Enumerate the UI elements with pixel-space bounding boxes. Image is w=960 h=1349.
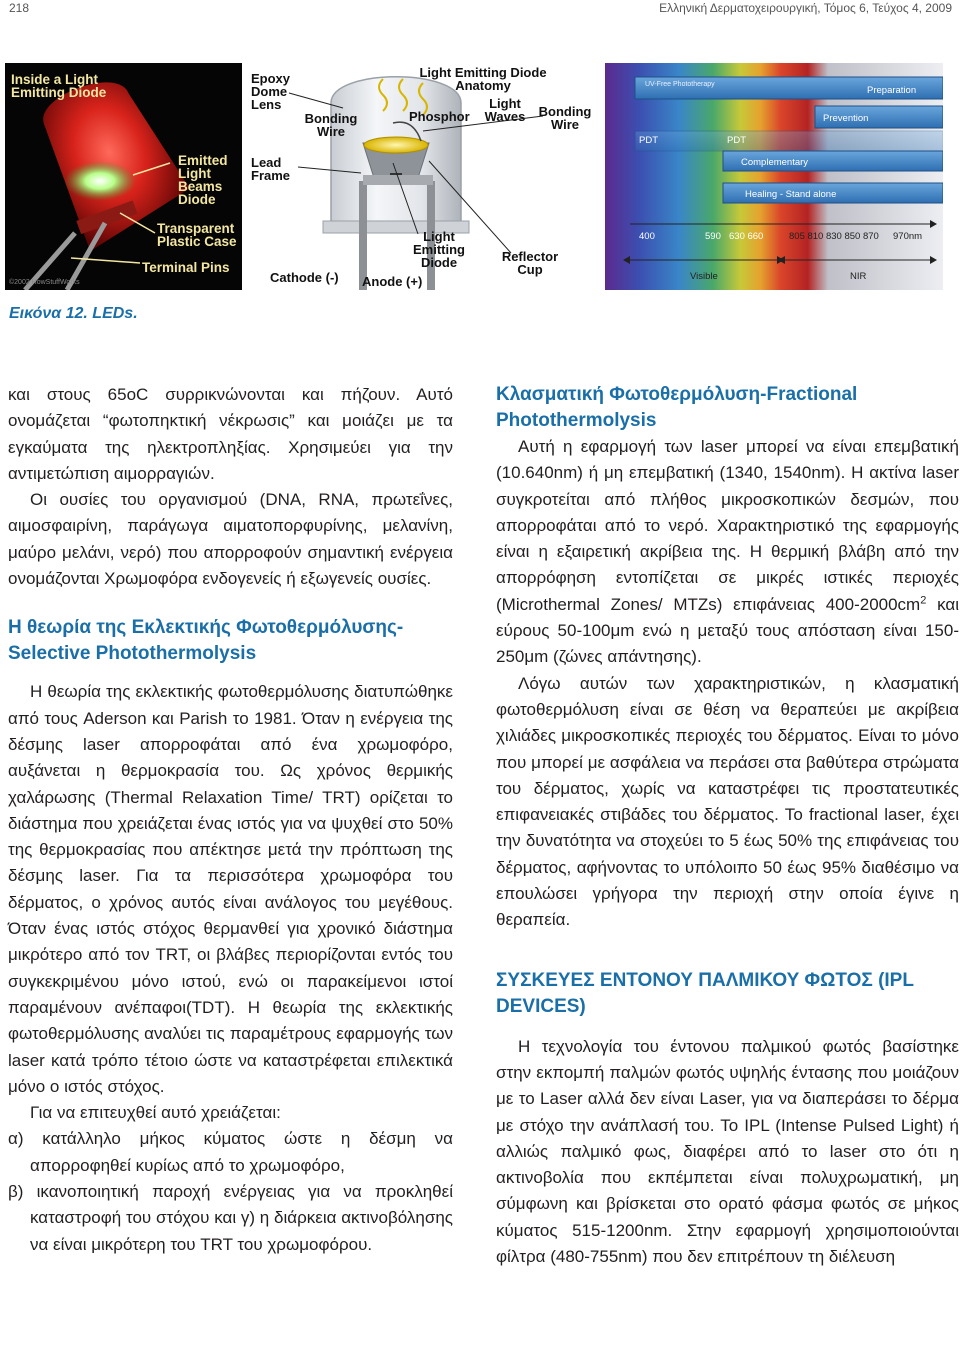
panel3-healing-label: Healing - Stand alone: [745, 189, 837, 200]
figure-panel-led-photo: [5, 63, 242, 290]
panel2-anode-label: Anode (+): [362, 274, 423, 289]
panel1-transparent-label: Transparent Plastic Case: [157, 221, 237, 249]
figure-caption: Εικόνα 12. LEDs.: [9, 305, 138, 322]
panel1-terminal-label: Terminal Pins: [142, 260, 230, 275]
left-paragraph-1: και στους 65οC συρρικνώνονται και πήζουν. Αυτό ονομάζεται “φωτοπηκτική νέκρωσις” και μοιάζει με τα εγκαύματα της ηλεκτροπληξίας. Χρησιμεύει για την αντιμετώπιση αιμορραγιών.: [8, 385, 453, 483]
left-column: [8, 382, 453, 1258]
panel2-bonding-wire-right: Bonding Wire: [538, 104, 592, 132]
panel2-anatomy-title: Light Emitting Diode Anatomy: [419, 65, 547, 93]
right-paragraph-3: Η τεχνολογία του έντονου παλμικού φωτός βασίστηκε στην εκπομπή παλμών φωτός υψηλής έντασης που μοιάζουν με το Laser αλλά δεν είναι Laser, για να διαπεράσει το δέρμα με στόχο την ανάπλασή του. Το IPL (Intense Pulsed Light) ή αλλιώς παλμικό φως, διαφέρει από το laser στο ότι η ακτινοβολία που εκπέμπεται είναι πολυχρωματική, μη σύμφωνη και βρίσκεται στο ορατό φάσμα φωτός σε μήκος κύματος 515-1200nm. Στην εφαρμογή χρησιμοποιούνται φίλτρα (480-755nm) που δεν επιτρέπουν τη διέλευση: [496, 1036, 959, 1267]
figure-panel-spectrum: [605, 63, 943, 290]
page-number: 218: [9, 1, 30, 15]
list-item: α) κατάλληλο μήκος κύματος ώστε η δέσμη να απορροφηθεί κυρίως από το χρωμοφόρο,: [8, 1129, 453, 1175]
right-column: [496, 382, 959, 1270]
panel3-nir-label: NIR: [850, 271, 867, 282]
panel2-lead-frame-label: Lead Frame: [251, 155, 291, 183]
panel3-prevention-label: Prevention: [823, 113, 869, 124]
right-paragraph-2: Λόγω αυτών των χαρακτηριστικών, η κλασματική φωτοθερμόλυση είναι σε θέση να θεραπεύει με ακρίβεια χιλιάδες μικροσκοπικές περιοχές του δέρματος. Είναι το μόνο που μπορεί με ασφάλεια να περάσει στα βαθύτερα στρώματα του δέρματος, χωρίς να καταστρέφει τις προστατευτικές επιφανειακές στιβάδες του δέρματος. Το fractional laser, έχει την δυνατότητα να στοχεύει το 5 έως 50% της επιφάνειας του δέρματος, αφήνοντας το υπόλοιπο 50 έως 95% διαθέσιμο να επουλώσει γρήγορα την περιοχή στην οποία έγινε η θεραπεία.: [496, 673, 959, 930]
list-item: β) ικανοποιητική παροχή ενέργειας για να προκληθεί καταστροφή του στόχου και γ) η διάρκεια ακτινοβόλησης να είναι μικρότερη του TRT του χρωμοφόρου.: [8, 1182, 453, 1254]
running-header: [0, 0, 960, 18]
right-paragraph-1: [496, 434, 959, 671]
panel1-title: Inside a Light Emitting Diode: [11, 72, 107, 100]
panel2-led-label: Light Emitting Diode: [413, 229, 465, 270]
section-heading-fractional-photothermolysis: Κλασματική Φωτοθερμόλυση-Fractional Photothermolysis: [496, 384, 858, 431]
right-paragraph-1-text-cont: και εύρους 50-100μm ενώ η μεταξύ τους απόσταση είναι 150-250μm (ζώνες απάντησης).: [496, 594, 959, 667]
section-heading-selective-photothermolysis: Η θεωρία της Εκλεκτικής Φωτοθερμόλυσης-Selective Photothermolysis: [8, 617, 404, 665]
panel2-bonding-wire-left: Bonding Wire: [304, 111, 358, 139]
panel2-reflector-label: Reflector Cup: [501, 249, 559, 277]
spectrum-tick-label: 630 660: [729, 231, 764, 242]
figure-panel-led-anatomy: [243, 63, 600, 290]
panel2-light-waves-label: Light Waves: [484, 96, 526, 124]
panel2-phosphor-label: Phosphor: [409, 109, 470, 124]
spectrum-tick-label: 970nm: [893, 231, 923, 242]
left-paragraph-4: Για να επιτευχθεί αυτό χρειάζεται:: [30, 1103, 281, 1123]
left-paragraph-2: Οι ουσίες του οργανισμού (DNA, RNA, πρωτεΐνες, αιμοσφαιρίνη, παράγωγα αιματοπορφυρίνης, μελανίνη, μαύρο μελάνι, νερό) που απορροφούν σημαντική ενέργεια ονομάζονται Χρωμοφόρα ενδογενείς ή εξωγενείς ουσίες.: [8, 490, 453, 589]
panel1-copyright: ©2002 HowStuffWorks: [9, 279, 80, 286]
panel3-pdt-label-1: PDT: [639, 135, 658, 146]
left-paragraph-3: Η θεωρία της εκλεκτικής φωτοθερμόλυσης διατυπώθηκε από τους Aderson και Parish το 1981. Όταν η ενέργεια της δέσμης laser απορροφάται από ένα χρωμοφόρο, αυξάνεται η θερμοκρασία του. Ως χρόνος θερμικής χαλάρωσης (Thermal Relaxation Time/ TRT) ορίζεται το διάστημα που χρειάζεται ένας ιστός για να ψυχθεί στο 50% της θερμοκρασίας που απέκτησε μετά την πρόπτωση της δέσμης laser. Για τα περισσότερα χρωμοφόρα του δέρματος, ο χρόνος αυτός είναι ανάλογος του μεγέθους. Όταν ένας ιστός στόχος θερμανθεί για χρονικό διάστημα μικρότερο από τον TRT, οι βλάβες περιορίζονται εντός του συγκεκριμένου μόνο ιστού, ενώ οι παρακείμενοι ιστοί παραμένουν ανέπαφοι(TDT). Η θεωρία της εκλεκτικής φωτοθερμόλυσης αναλύει τις παραμέτρους εφαρμογής των laser κατά τρόπο τέτοιο ώστε να καταστρέφεται επιλεκτικά μόνο ο ιστός στόχος.: [8, 682, 453, 1096]
panel3-preparation-label: Preparation: [867, 85, 917, 96]
superscript: 2: [920, 594, 927, 607]
spectrum-tick-label: 400: [639, 231, 655, 242]
journal-title: Ελληνική Δερματοχειρουργική, Τόμος 6, Τεύχος 4, 2009: [659, 1, 952, 15]
panel2-epoxy-label: Epoxy Dome Lens: [251, 71, 291, 112]
panel3-complementary-label: Complementary: [741, 157, 809, 168]
requirements-list: [8, 1126, 453, 1257]
panel3-visible-label: Visible: [690, 271, 718, 282]
panel3-uvfree-label: UV-Free Phototherapy: [645, 81, 715, 88]
panel3-pdt-label-2: PDT: [727, 135, 746, 146]
spectrum-tick-label: 805 810 830 850 870: [789, 231, 879, 242]
spectrum-illustration: [605, 63, 943, 290]
right-paragraph-1-text: Αυτή η εφαρμογή των laser μπορεί να είναι επεμβατική (10.640nm) ή μη επεμβατική (1340, 1540nm). Η ακτίνα laser συγκροτείται από πλήθος μικροσκοπικών δεσμών, που απορροφάται από το νερό. Χαρακτηριστικό της εφαρμογής είναι η εξαιρετική ακρίβεια της. Η θερμική βλάβη από την απορρόφηση εντοπίζεται σε μικρές ιστικές περιοχές (Microthermal Zones/ MTZs) επιφάνειας 400-2000cm: [496, 437, 959, 614]
section-heading-ipl-devices: ΣΥΣΚΕΥΕΣ ΕΝΤΟΝΟΥ ΠΑΛΜΙΚΟΥ ΦΩΤΟΣ (IPL DEVICES): [496, 969, 914, 1017]
panel1-emitted-label: Emitted Light Beams Diode: [178, 153, 228, 207]
spectrum-tick-label: 590: [705, 231, 721, 242]
panel2-cathode-label: Cathode (-): [270, 270, 339, 285]
